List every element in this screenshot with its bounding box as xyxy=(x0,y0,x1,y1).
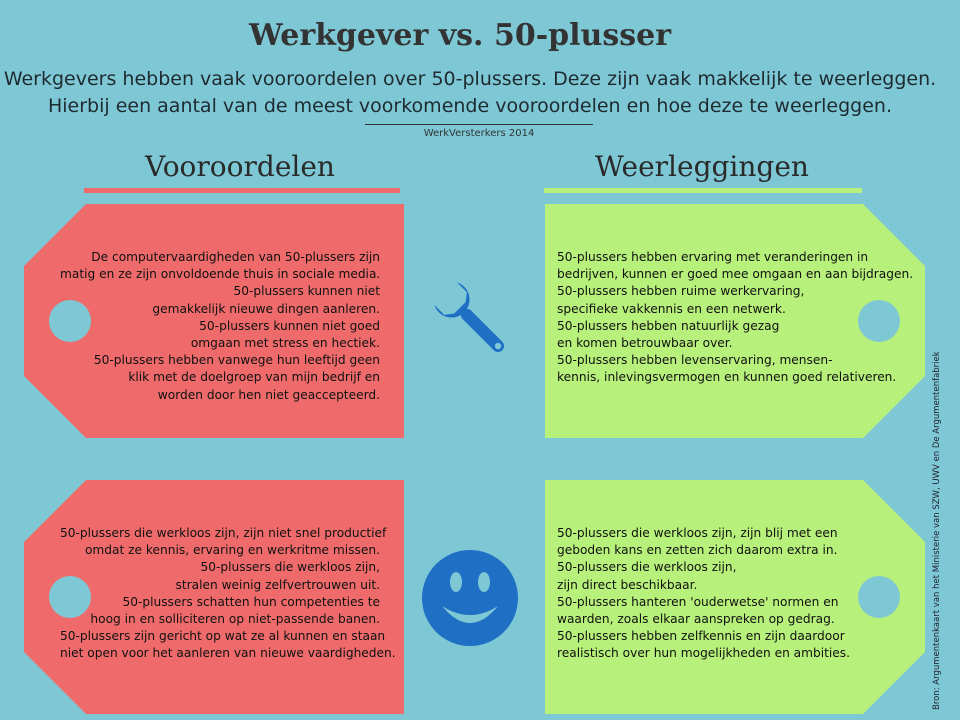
tag-line: De computervaardigheden van 50-plussers zijn xyxy=(91,250,380,264)
rebuttals-heading: Weerleggingen xyxy=(595,150,809,183)
intro-text xyxy=(0,66,940,120)
tag-line: 50-plussers die werkloos zijn, xyxy=(200,560,380,575)
tag-line: klik met de doelgroep van mijn bedrijf en xyxy=(128,370,380,385)
tag-line: 50-plussers die werkloos zijn, zijn blij met een xyxy=(557,526,838,540)
tag-line: 50-plussers die werkloos zijn, xyxy=(557,560,737,575)
smiley-icon xyxy=(420,548,520,648)
tag-line: worden door hen niet geaccepteerd. xyxy=(157,387,380,402)
tag-line: realistisch over hun mogelijkheden en ambities. xyxy=(557,646,851,661)
prejudice-tag-2 xyxy=(24,480,404,714)
tag-line: omdat ze kennis, ervaring en werkritme missen. xyxy=(84,543,380,558)
rebuttal-list-2 xyxy=(557,525,907,663)
tag-line: specifieke vakkennis en een netwerk. xyxy=(557,301,786,316)
tag-line: 50-plussers hebben zelfkennis en zijn daardoor xyxy=(557,629,845,644)
tag-line: 50-plussers hebben natuurlijk gezag xyxy=(557,318,780,333)
page-title: Werkgever vs. 50-plusser xyxy=(248,18,672,53)
prejudices-underline xyxy=(84,188,400,193)
rebuttal-list-1 xyxy=(557,249,914,387)
wrench-icon xyxy=(428,276,520,368)
tag-line: waarden, zoals elkaar aanspreken op gedrag. xyxy=(557,612,835,627)
tag-line: hoog in en solliciteren op niet-passende banen. xyxy=(90,612,380,627)
tag-line: 50-plussers hanteren 'ouderwetse' normen en xyxy=(557,594,839,609)
tag-line: 50-plussers hebben vanwege hun leeftijd geen xyxy=(93,353,380,368)
tag-line: 50-plussers kunnen niet goed xyxy=(199,318,380,333)
tag-line: matig en ze zijn onvoldoende thuis in sociale media. xyxy=(60,267,381,282)
rebuttal-tag-1 xyxy=(545,204,925,438)
tag-line: 50-plussers schatten hun competenties te xyxy=(122,594,380,609)
prejudice-tag-1 xyxy=(24,204,404,438)
intro-line-2: Hierbij een aantal van de meest voorkomende vooroordelen en hoe deze te weerleggen. xyxy=(47,95,893,117)
tag-line: 50-plussers hebben ruime werkervaring, xyxy=(557,284,805,299)
credit-text: WerkVersterkers 2014 xyxy=(423,128,535,139)
tag-line: bedrijven, kunnen er goed mee omgaan en aan bijdragen. xyxy=(557,267,914,282)
tag-line: stralen weinig zelfvertrouwen uit. xyxy=(175,577,380,592)
tag-line: omgaan met stress en hectiek. xyxy=(190,336,380,351)
prejudice-list-1 xyxy=(60,249,380,404)
source-note: Bron: Argumentenkaart van het Ministerie van SZW, UWV en De Argumentenfabriek xyxy=(932,351,942,710)
credit-divider xyxy=(365,124,593,125)
tag-line: 50-plussers hebben ervaring met veranderingen in xyxy=(557,250,869,264)
tag-line: 50-plussers die werkloos zijn, zijn niet snel productief xyxy=(60,526,387,540)
tag-line: gemakkelijk nieuwe dingen aanleren. xyxy=(152,301,380,316)
tag-line: en komen betrouwbaar over. xyxy=(557,336,733,351)
tag-line: geboden kans en zetten zich daarom extra in. xyxy=(557,543,838,558)
intro-line-1: Werkgevers hebben vaak vooroordelen over 50-plussers. Deze zijn vaak makkelijk te weerleggen. xyxy=(3,68,937,90)
prejudice-list-2 xyxy=(60,525,396,663)
tag-line: kennis, inlevingsvermogen en kunnen goed relativeren. xyxy=(557,370,897,385)
rebuttal-tag-2 xyxy=(545,480,925,714)
prejudices-heading: Vooroordelen xyxy=(145,150,335,183)
tag-line: zijn direct beschikbaar. xyxy=(557,577,698,592)
tag-line: 50-plussers hebben levenservaring, mensen- xyxy=(557,353,833,368)
rebuttals-underline xyxy=(544,188,862,193)
tag-line: niet open voor het aanleren van nieuwe vaardigheden. xyxy=(60,646,396,661)
tag-line: 50-plussers zijn gericht op wat ze al kunnen en staan xyxy=(60,629,386,644)
tag-line: 50-plussers kunnen niet xyxy=(233,284,380,299)
